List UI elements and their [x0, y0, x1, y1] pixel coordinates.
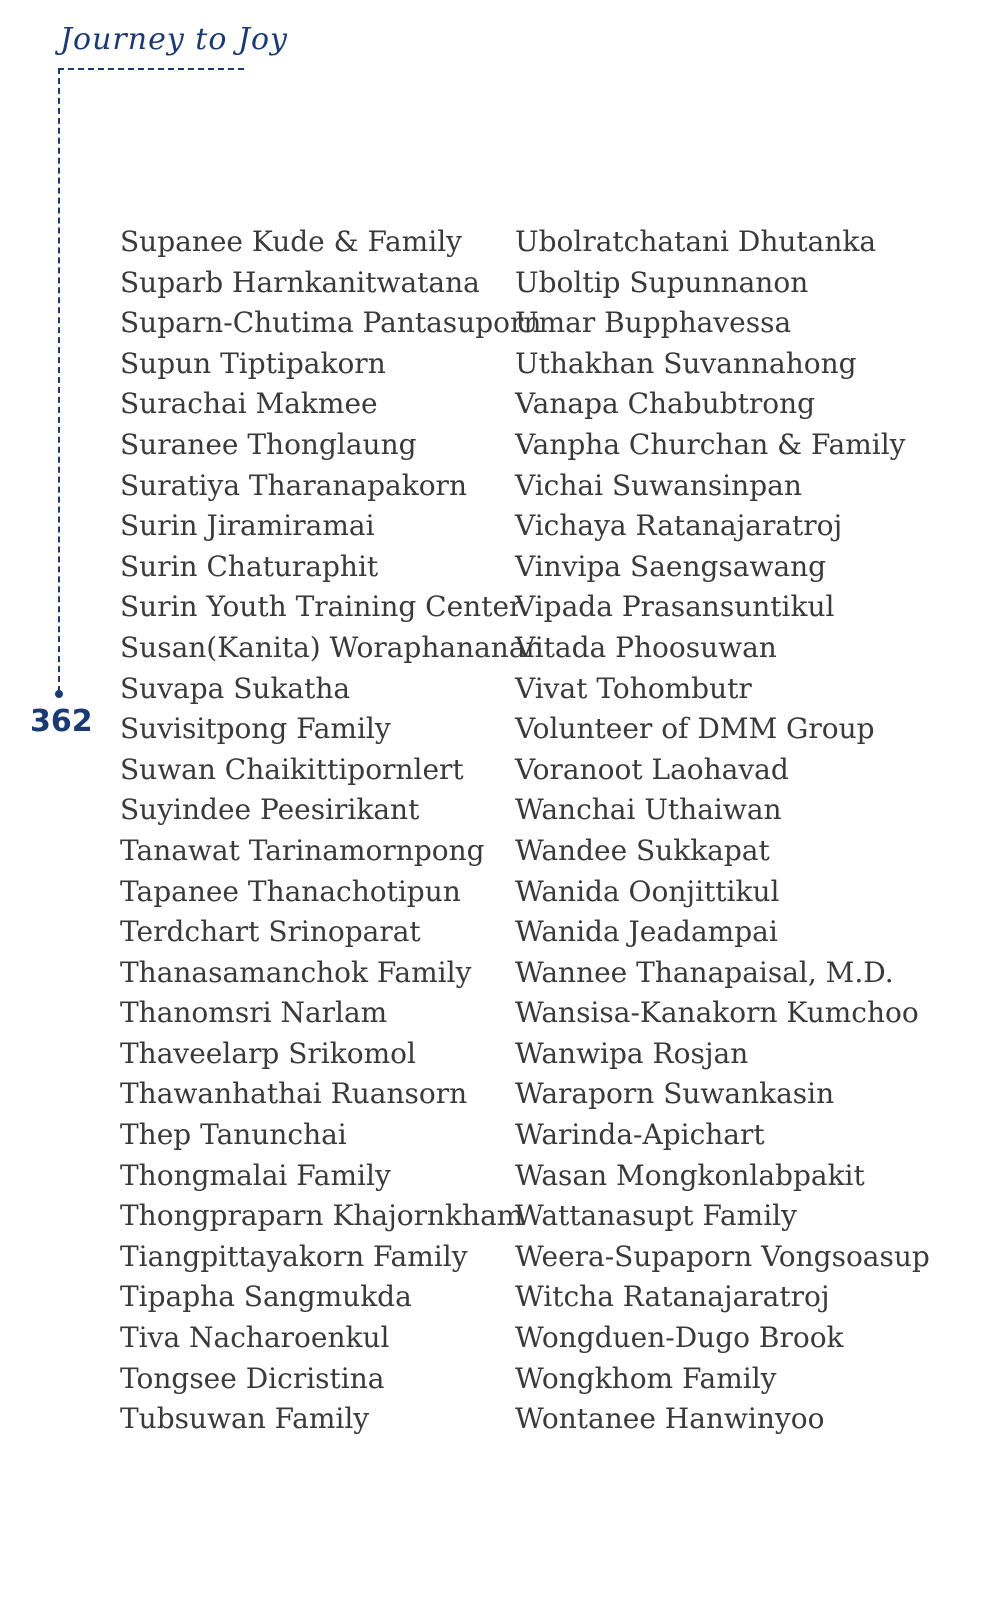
name-entry: Vinvipa Saengsawang: [515, 549, 827, 583]
name-entry: Wanida Jeadampai: [515, 915, 778, 949]
name-entry: Wanida Oonjittikul: [515, 874, 780, 908]
name-entry: Wasan Mongkonlabpakit: [515, 1158, 865, 1192]
margin-dashed-line: [58, 68, 60, 692]
name-entry: Suwan Chaikittipornlert: [120, 752, 464, 786]
name-entry: Wansisa-Kanakorn Kumchoo: [515, 996, 919, 1030]
name-entry: Surin Chaturaphit: [120, 549, 379, 583]
header-dashed-rule: [58, 68, 244, 70]
name-entry: Surachai Makmee: [120, 387, 378, 421]
name-entry: Thongpraparn Khajornkham: [120, 1199, 524, 1233]
name-entry: Wattanasupt Family: [515, 1199, 797, 1233]
name-entry: Wontanee Hanwinyoo: [515, 1402, 825, 1436]
name-entry: Waraporn Suwankasin: [515, 1077, 835, 1111]
name-entry: Wandee Sukkapat: [515, 833, 770, 867]
page-number: 362: [30, 704, 93, 739]
name-entry: Vichai Suwansinpan: [515, 468, 802, 502]
name-entry: Suratiya Tharanapakorn: [120, 468, 467, 502]
name-entry: Thanomsri Narlam: [120, 996, 388, 1030]
name-entry: Susan(Kanita) Woraphananan: [120, 630, 544, 664]
name-entry: Vivat Tohombutr: [515, 671, 752, 705]
name-entry: Voranoot Laohavad: [515, 752, 789, 786]
running-header-title: Journey to Joy: [60, 22, 288, 57]
names-column-left: [120, 222, 544, 1440]
name-entry: Tongsee Dicristina: [120, 1361, 385, 1395]
name-entry: Wongkhom Family: [515, 1361, 777, 1395]
name-entry: Vitada Phoosuwan: [515, 630, 777, 664]
name-entry: Suranee Thonglaung: [120, 427, 417, 461]
name-entry: Tipapha Sangmukda: [120, 1280, 412, 1314]
name-entry: Wongduen-Dugo Brook: [515, 1321, 844, 1355]
name-entry: Thanasamanchok Family: [120, 955, 472, 989]
names-column-right: [515, 222, 930, 1440]
name-entry: Tiangpittayakorn Family: [120, 1239, 468, 1273]
name-entry: Supanee Kude & Family: [120, 225, 462, 258]
name-entry: Tiva Nacharoenkul: [120, 1321, 390, 1355]
name-entry: Uboltip Supunnanon: [515, 265, 809, 299]
name-entry: Thep Tanunchai: [120, 1118, 347, 1152]
name-entry: Suparb Harnkanitwatana: [120, 265, 480, 299]
name-entry: Vanpha Churchan & Family: [515, 427, 906, 461]
name-entry: Tubsuwan Family: [120, 1402, 370, 1436]
name-entry: Wanwipa Rosjan: [515, 1036, 749, 1070]
name-entry: Volunteer of DMM Group: [515, 712, 875, 746]
name-entry: Terdchart Srinoparat: [120, 915, 421, 949]
name-entry: Suyindee Peesirikant: [120, 793, 420, 827]
name-entry: Supun Tiptipakorn: [120, 346, 386, 380]
name-entry: Vanapa Chabubtrong: [515, 387, 816, 421]
name-entry: Weera-Supaporn Vongsoasup: [515, 1239, 930, 1273]
name-entry: Thongmalai Family: [120, 1158, 391, 1192]
name-entry: Umar Bupphavessa: [515, 306, 792, 340]
name-entry: Suvisitpong Family: [120, 712, 391, 746]
name-entry: Tapanee Thanachotipun: [120, 874, 461, 908]
name-entry: Wannee Thanapaisal, M.D.: [515, 955, 894, 989]
name-entry: Surin Youth Training Center: [120, 590, 523, 624]
name-entry: Surin Jiramiramai: [120, 509, 375, 543]
name-entry: Thawanhathai Ruansorn: [120, 1077, 468, 1111]
name-entry: Suvapa Sukatha: [120, 671, 351, 705]
name-entry: Ubolratchatani Dhutanka: [515, 225, 877, 258]
name-entry: Suparn-Chutima Pantasuporn: [120, 306, 542, 340]
name-entry: Tanawat Tarinamornpong: [120, 833, 485, 867]
name-entry: Wanchai Uthaiwan: [515, 793, 782, 827]
name-entry: Thaveelarp Srikomol: [120, 1036, 416, 1070]
margin-line-end-dot: [55, 690, 63, 698]
name-entry: Vichaya Ratanajaratroj: [515, 509, 843, 543]
name-entry: Vipada Prasansuntikul: [515, 590, 835, 624]
name-entry: Witcha Ratanajaratroj: [515, 1280, 830, 1314]
name-entry: Warinda-Apichart: [515, 1118, 765, 1152]
name-entry: Uthakhan Suvannahong: [515, 346, 857, 380]
